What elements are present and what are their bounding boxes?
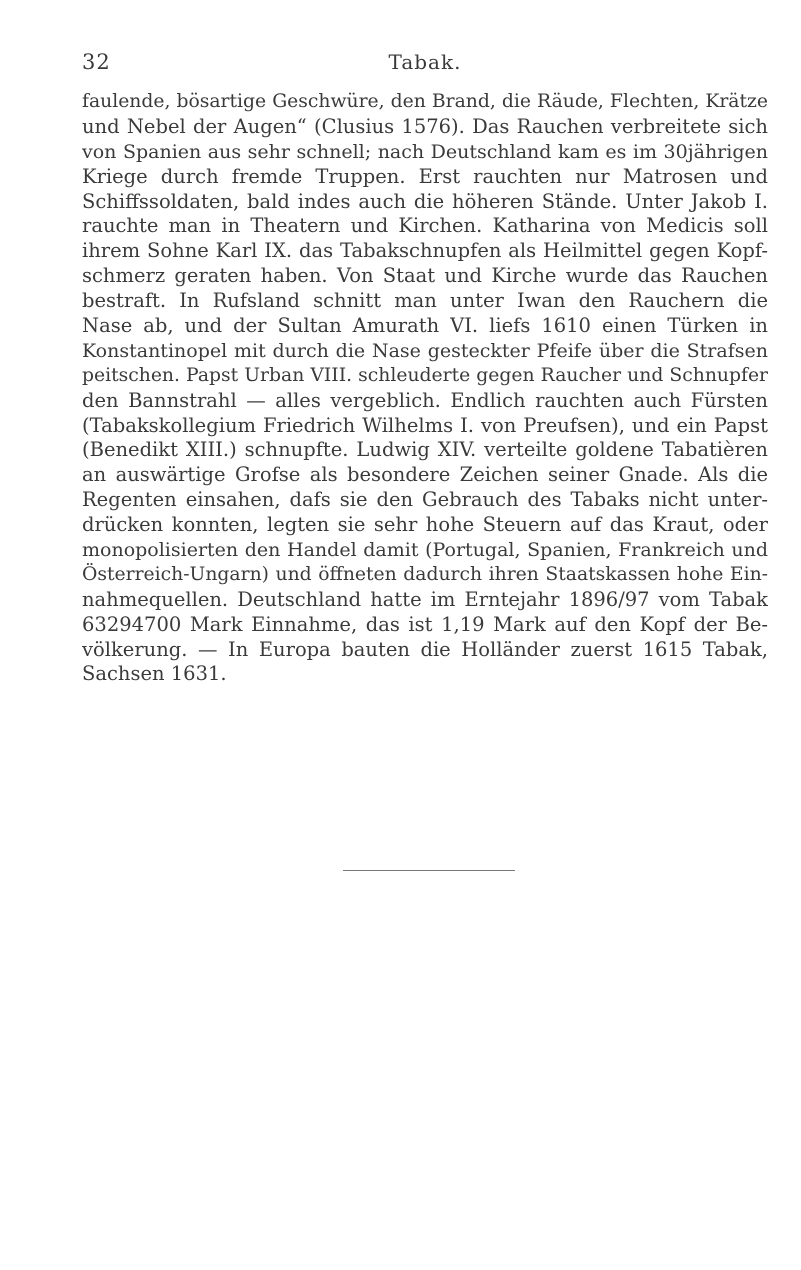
text-line: Nase ab, und der Sultan Amurath VI. liefs 1610 einen Türken in bbox=[82, 314, 768, 338]
text-line: (Benedikt XIII.) schnupfte. Ludwig XIV. verteilte goldene Tabatièren bbox=[82, 438, 768, 462]
text-line: bestraft. In Rufsland schnitt man unter Iwan den Rauchern die bbox=[82, 289, 768, 313]
text-line: und Nebel der Augen“ (Clusius 1576). Das Rauchen verbreitete sich bbox=[82, 114, 768, 138]
text-line: monopolisierten den Handel damit (Portugal, Spanien, Frankreich und bbox=[82, 539, 768, 562]
text-line-last: Sachsen 1631. bbox=[82, 662, 227, 686]
text-line: (Tabakskollegium Friedrich Wilhelms I. von Preufsen), und ein Papst bbox=[82, 413, 768, 437]
text-line: den Bannstrahl — alles vergeblich. Endlich rauchten auch Fürsten bbox=[82, 388, 768, 412]
running-head bbox=[82, 50, 768, 80]
text-line: an auswärtige Grofse als besondere Zeichen seiner Gnade. Als die bbox=[82, 463, 768, 487]
page-number: 32 bbox=[82, 50, 111, 74]
text-line: von Spanien aus sehr schnell; nach Deutschland kam es im 30jährigen bbox=[82, 140, 768, 163]
text-line: Konstantinopel mit durch die Nase gesteckter Pfeife über die Strafsen bbox=[82, 339, 768, 362]
text-line: rauchte man in Theatern und Kirchen. Katharina von Medicis soll bbox=[82, 214, 768, 238]
text-line: Regenten einsahen, dafs sie den Gebrauch des Tabaks nicht unter- bbox=[82, 488, 768, 512]
body-text bbox=[82, 90, 768, 687]
text-line: Kriege durch fremde Truppen. Erst rauchten nur Matrosen und bbox=[82, 164, 768, 188]
text-line: 63294700 Mark Einnahme, das ist 1,19 Mark auf den Kopf der Be- bbox=[82, 612, 768, 636]
end-rule bbox=[343, 870, 515, 871]
text-line: faulende, bösartige Geschwüre, den Brand, die Räude, Flechten, Krätze bbox=[82, 91, 768, 112]
text-line: Österreich-Ungarn) und öffneten dadurch ihren Staatskassen hohe Ein- bbox=[82, 563, 768, 585]
text-line: drücken konnten, legten sie sehr hohe Steuern auf das Kraut, oder bbox=[82, 513, 768, 537]
text-line: völkerung. — In Europa bauten die Holländer zuerst 1615 Tabak, bbox=[82, 637, 768, 661]
text-line: Schiffssoldaten, bald indes auch die höheren Stände. Unter Jakob I. bbox=[82, 189, 768, 213]
text-line: schmerz geraten haben. Von Staat und Kirche wurde das Rauchen bbox=[82, 264, 768, 288]
text-line: nahmequellen. Deutschland hatte im Erntejahr 1896/97 vom Tabak bbox=[82, 587, 768, 611]
running-title: Tabak. bbox=[388, 50, 462, 74]
text-line: peitschen. Papst Urban VIII. schleuderte gegen Raucher und Schnupfer bbox=[82, 364, 768, 386]
text-line: ihrem Sohne Karl IX. das Tabakschnupfen als Heilmittel gegen Kopf- bbox=[82, 239, 768, 263]
